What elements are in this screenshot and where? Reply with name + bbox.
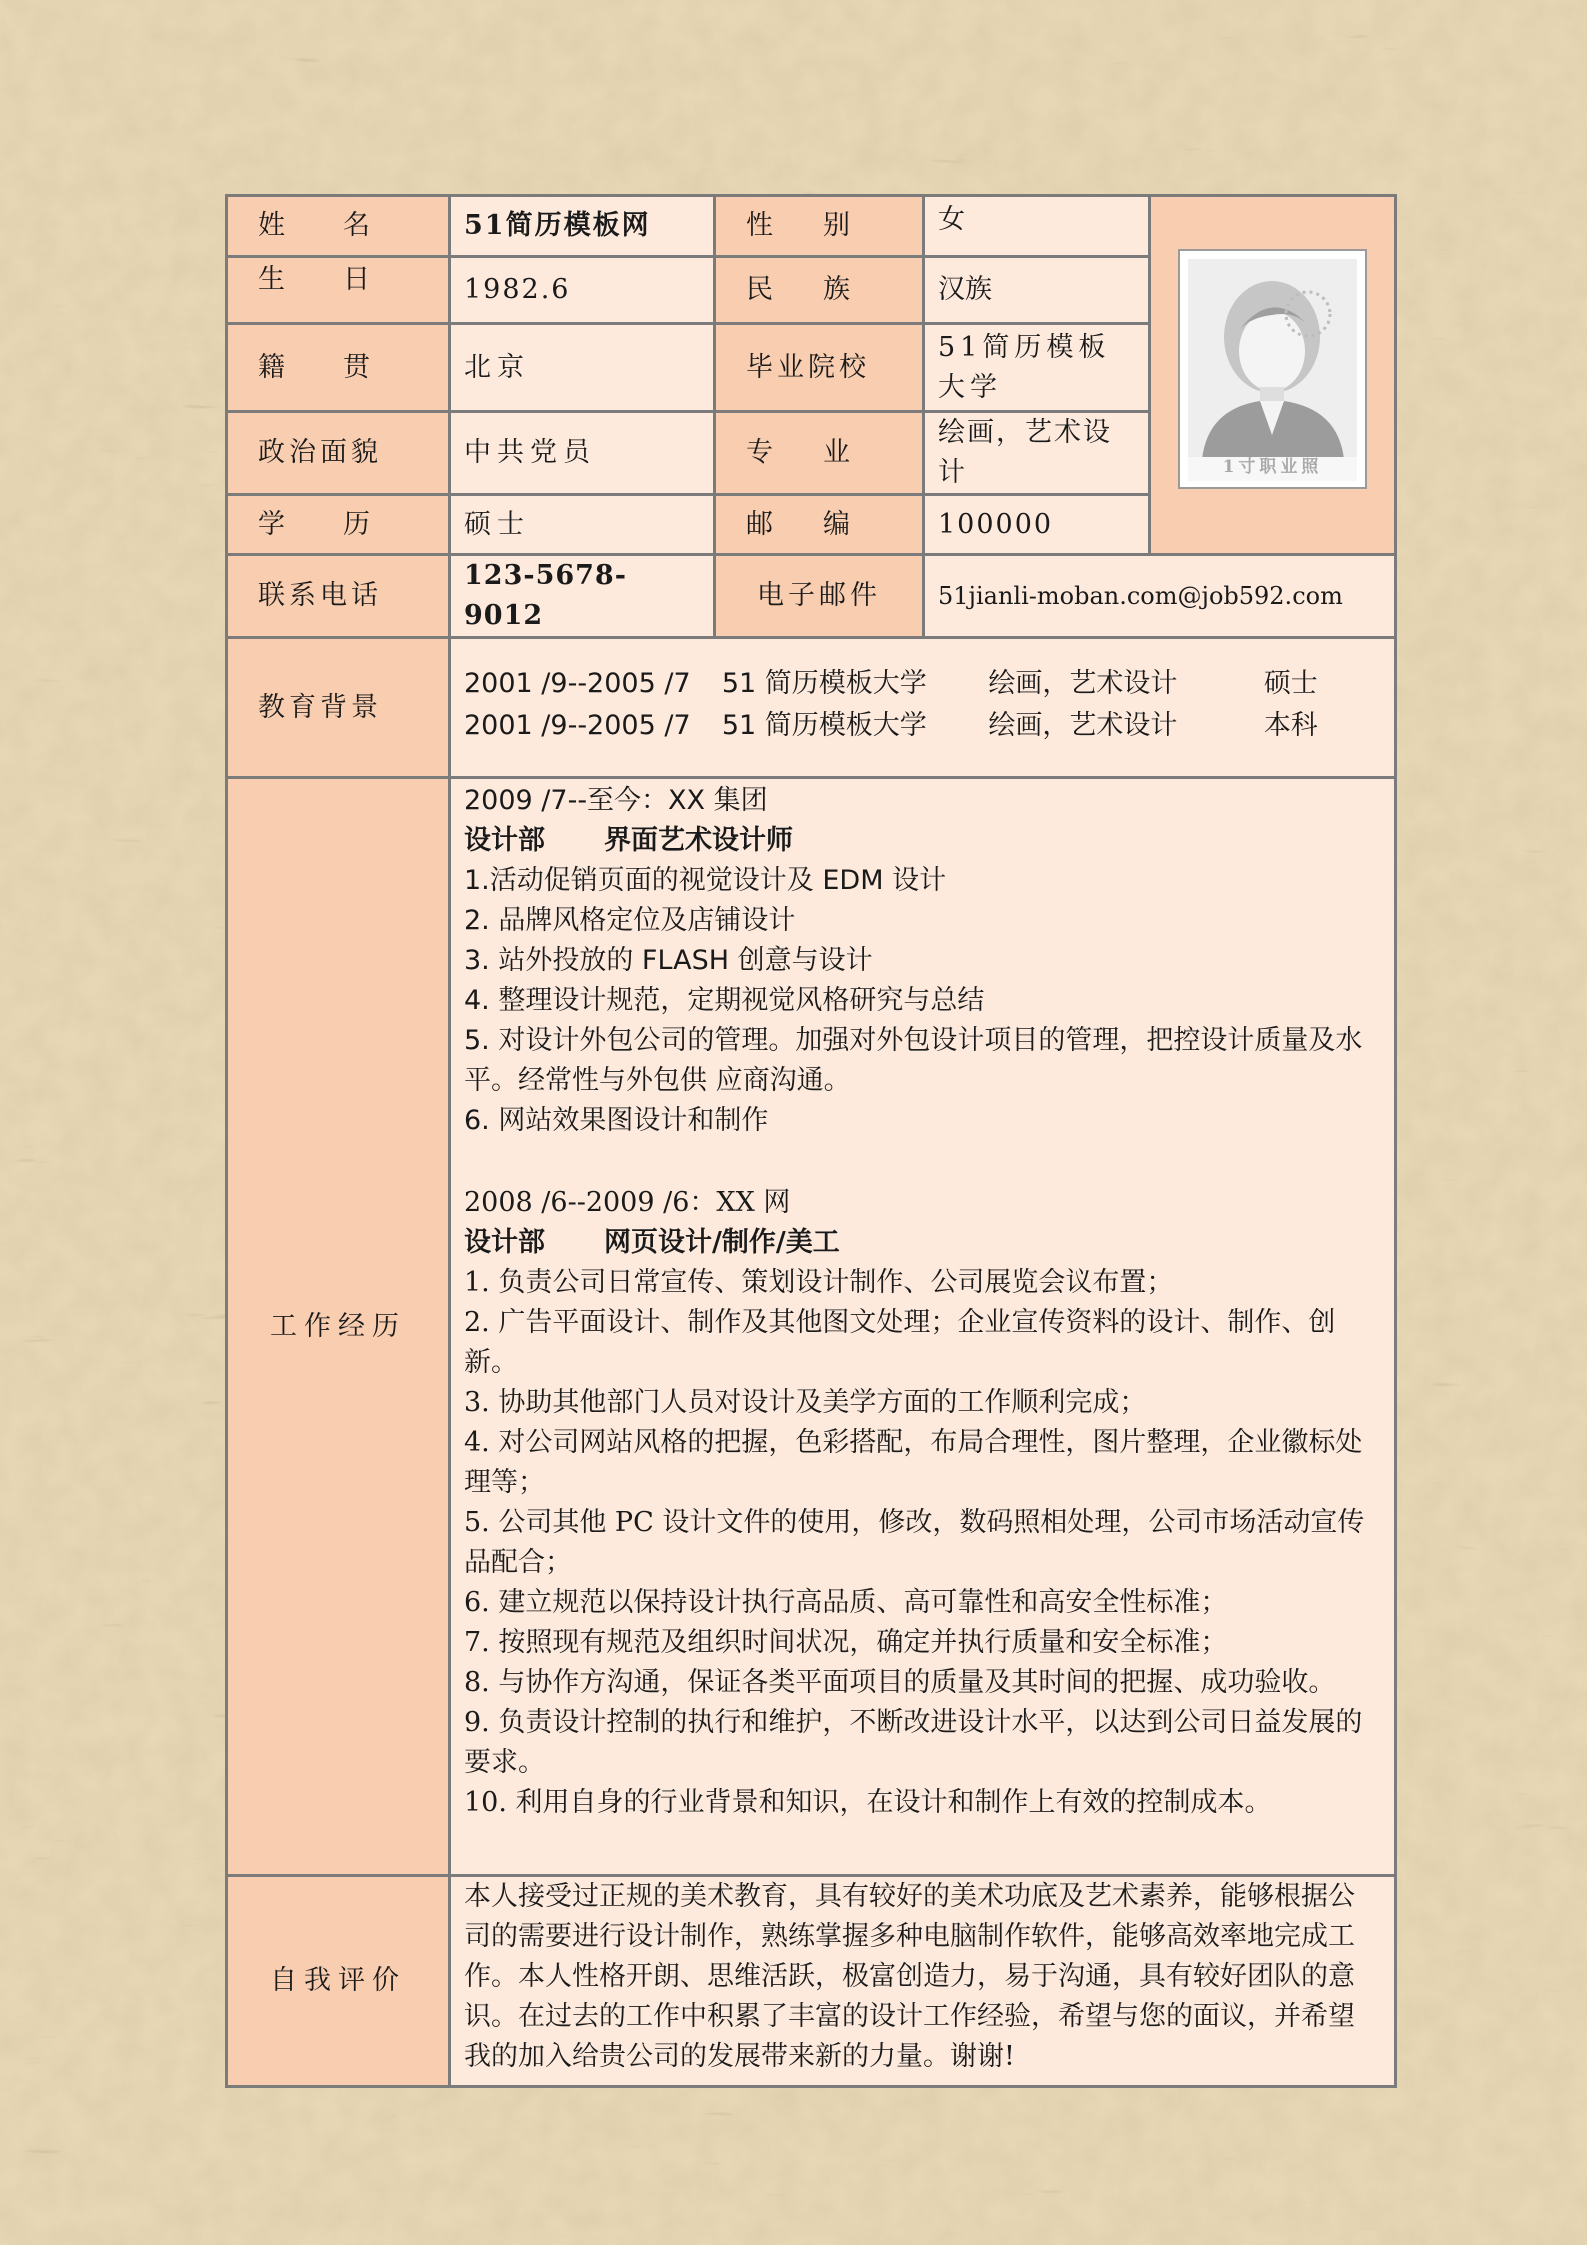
value-school: 51简历模板大学 [924, 324, 1150, 412]
label-education: 教育背景 [227, 638, 450, 778]
job-duty: 3. 站外投放的 FLASH 创意与设计 [464, 945, 873, 976]
job-duty: 10. 利用自身的行业背景和知识，在设计和制作上有效的控制成本。 [464, 1786, 1272, 1818]
education-degree: 硕士 [1263, 668, 1318, 699]
photo-caption: 1寸职业照 [1222, 457, 1323, 477]
self-evaluation [450, 1876, 1396, 2087]
label-work: 工作经历 [227, 778, 450, 1876]
label-politics: 政治面貌 [227, 412, 450, 495]
education-major: 绘画，艺术设计 [988, 710, 1178, 741]
label-postcode: 邮编 [715, 495, 924, 555]
label-name: 姓名 [227, 196, 450, 257]
value-hometown: 北京 [450, 324, 715, 412]
education-period: 2001 /9--2005 /7 [464, 710, 691, 741]
label-major: 专业 [715, 412, 924, 495]
job-duty: 1.活动促销页面的视觉设计及 EDM 设计 [464, 865, 947, 896]
job-duty: 9. 负责设计控制的执行和维护，不断改进设计水平，以达到公司日益发展的要求。 [464, 1706, 1363, 1778]
education-school: 51 简历模板大学 [721, 668, 927, 699]
value-politics: 中共党员 [450, 412, 715, 495]
photo-cell [1150, 196, 1396, 555]
job-duty: 3. 协助其他部门人员对设计及美学方面的工作顺利完成； [464, 1386, 1147, 1418]
value-postcode: 100000 [924, 495, 1150, 555]
job-duty: 7. 按照现有规范及组织时间状况，确定并执行质量和安全标准； [464, 1626, 1228, 1658]
work-section [450, 778, 1396, 1876]
job-duty: 8. 与协作方沟通，保证各类平面项目的质量及其时间的把握、成功验收。 [464, 1666, 1336, 1698]
job-duty: 2. 广告平面设计、制作及其他图文处理；企业宣传资料的设计、制作、创新。 [464, 1306, 1336, 1378]
job-title-line: 设计部 网页设计/制作/美工 [464, 1226, 840, 1258]
job-duty: 5. 对设计外包公司的管理。加强对外包设计项目的管理，把控设计质量及水平。经常性与外包供 应商沟通。 [464, 1025, 1363, 1096]
label-birth: 生日 [227, 257, 450, 324]
label-hometown: 籍贯 [227, 324, 450, 412]
job-period: 2008 /6--2009 /6：XX 网 [464, 1186, 791, 1218]
label-ethnicity: 民族 [715, 257, 924, 324]
job-period: 2009 /7--至今：XX 集团 [464, 785, 768, 816]
value-degree: 硕士 [450, 495, 715, 555]
self-evaluation-text: 本人接受过正规的美术教育，具有较好的美术功底及艺术素养，能够根据公司的需要进行设计制作，熟练掌握多种电脑制作软件，能够高效率地完成工作。本人性格开朗、思维活跃，极富创造力，易于沟通，具有较好团队的意识。在过去的工作中积累了丰富的设计工作经验，希望与您的面议，并希望我的加入给贵公司的发展带来新的力量。谢谢! [464, 1881, 1355, 2072]
label-degree: 学历 [227, 495, 450, 555]
value-name: 51简历模板网 [450, 196, 715, 257]
job-duty: 6. 建立规范以保持设计执行高品质、高可靠性和高安全性标准； [464, 1586, 1228, 1618]
value-email: 51jianli-moban.com@job592.com [924, 555, 1396, 638]
job-title-line: 设计部 界面艺术设计师 [464, 825, 793, 856]
person-silhouette-icon [1188, 259, 1357, 481]
job-duty: 5. 公司其他 PC 设计文件的使用，修改，数码照相处理，公司市场活动宣传品配合； [464, 1506, 1365, 1578]
value-birth: 1982.6 [450, 257, 715, 324]
label-school: 毕业院校 [715, 324, 924, 412]
value-ethnicity: 汉族 [924, 257, 1150, 324]
resume-table [225, 194, 1397, 2088]
value-gender: 女 [924, 196, 1150, 257]
id-photo [1178, 249, 1367, 489]
job-duty: 6. 网站效果图设计和制作 [464, 1105, 769, 1136]
label-phone: 联系电话 [227, 555, 450, 638]
job-duty: 2. 品牌风格定位及店铺设计 [464, 905, 796, 936]
education-row [464, 663, 1381, 705]
label-self-evaluation: 自我评价 [227, 1876, 450, 2087]
label-email: 电子邮件 [715, 555, 924, 638]
job-duty: 4. 整理设计规范，定期视觉风格研究与总结 [464, 985, 985, 1016]
education-section [450, 638, 1396, 778]
job-duty: 4. 对公司网站风格的把握，色彩搭配，布局合理性，图片整理，企业徽标处理等； [464, 1426, 1363, 1498]
education-degree: 本科 [1263, 710, 1318, 741]
value-major: 绘画，艺术设计 [924, 412, 1150, 495]
job-duty: 1. 负责公司日常宣传、策划设计制作、公司展览会议布置； [464, 1266, 1174, 1298]
education-period: 2001 /9--2005 /7 [464, 668, 691, 699]
value-phone: 123-5678-9012 [450, 555, 715, 638]
education-school: 51 简历模板大学 [721, 710, 927, 741]
label-gender: 性别 [715, 196, 924, 257]
education-major: 绘画，艺术设计 [988, 668, 1178, 699]
education-row [464, 705, 1381, 747]
